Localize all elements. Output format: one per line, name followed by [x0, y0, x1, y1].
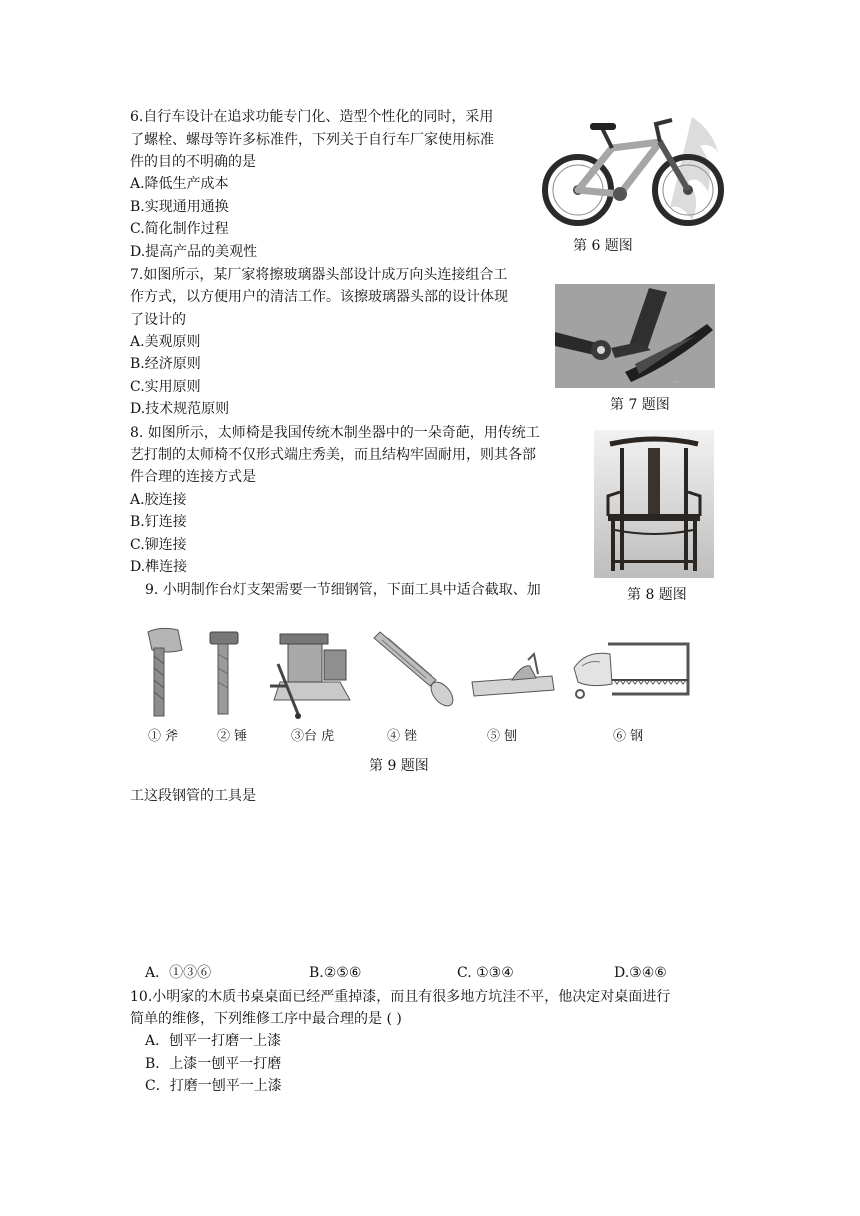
q6-stem-line-2: 了螺栓、螺母等许多标准件，下列关于自行车厂家使用标准 — [130, 132, 494, 148]
q8-option-d: D.榫连接 — [130, 559, 188, 575]
q6-option-d: D.提高产品的美观性 — [130, 244, 258, 260]
q6-option-c: C.简化制作过程 — [130, 221, 229, 237]
q9-stem-line-2: 工这段钢管的工具是 — [130, 788, 256, 804]
q7-option-c: C.实用原则 — [130, 379, 201, 395]
q7-stem-line-3: 了设计的 — [130, 312, 186, 328]
tool-label-4: ④ 锉 — [387, 729, 418, 744]
q6-figure-caption: 第 6 题图 — [573, 238, 633, 254]
q6-stem-line-3: 件的目的不明确的是 — [130, 154, 256, 170]
q8-figure-caption: 第 8 题图 — [627, 587, 687, 603]
tool-label-1: ① 斧 — [148, 729, 179, 744]
q8-option-a: A.胶连接 — [130, 492, 187, 508]
q8-stem-line-1: 8. 如图所示，太师椅是我国传统木制坐器中的一朵奇葩，用传统工 — [130, 425, 540, 441]
q7-option-b: B.经济原则 — [130, 356, 201, 372]
tool-label-3: ③台 虎 — [291, 729, 335, 744]
q10-stem-line-1: 10.小明家的木质书桌桌面已经严重掉漆，而且有很多地方坑洼不平，他决定对桌面进行 — [130, 989, 671, 1005]
q8-stem-line-2: 艺打制的太师椅不仅形式端庄秀美，而且结构牢固耐用，则其各部 — [130, 447, 536, 463]
q6-option-a: A.降低生产成本 — [130, 176, 229, 192]
q9-option-c: C. ①③④ — [457, 965, 514, 981]
q8-stem-line-3: 件合理的连接方式是 — [130, 469, 256, 485]
hammer-icon — [210, 632, 238, 714]
q7-stem-line-1: 7.如图所示，某厂家将擦玻璃器头部设计成万向头连接组合工 — [130, 267, 508, 283]
q6-stem-line-1: 6.自行车设计在追求功能专门化、造型个性化的同时，采用 — [130, 109, 494, 125]
window-wiper-figure — [555, 284, 715, 388]
q7-stem-line-2: 作方式，以方便用户的清洁工作。该擦玻璃器头部的设计体现 — [130, 289, 508, 305]
tools-figure — [138, 624, 698, 720]
q9-stem-line-1: 9. 小明制作台灯支架需要一节细钢管，下面工具中适合截取、加 — [145, 582, 541, 598]
q9-option-a: A．①③⑥ — [145, 965, 212, 981]
q10-option-b: B．上漆一刨平一打磨 — [145, 1056, 282, 1072]
q9-option-d: D.③④⑥ — [614, 965, 667, 981]
q9-figure-caption: 第 9 题图 — [369, 758, 429, 774]
svg-text:...: ... — [673, 378, 678, 384]
file-icon — [374, 632, 457, 710]
armchair-figure — [594, 430, 714, 578]
q7-figure-caption: 第 7 题图 — [610, 397, 670, 413]
tool-label-2: ② 锤 — [217, 729, 248, 744]
q10-option-a: A．刨平一打磨一上漆 — [145, 1033, 282, 1049]
q6-option-b: B.实现通用通换 — [130, 199, 229, 215]
tool-label-6: ⑥ 钢 — [613, 729, 644, 744]
q7-option-d: D.技术规范原则 — [130, 401, 230, 417]
q8-option-b: B.钉连接 — [130, 514, 187, 530]
q7-option-a: A.美观原则 — [130, 334, 201, 350]
tool-label-5: ⑤ 刨 — [487, 729, 518, 744]
q9-option-b: B.②⑤⑥ — [309, 965, 362, 981]
axe-icon — [148, 628, 182, 716]
plane-icon — [472, 654, 554, 696]
hacksaw-icon — [574, 644, 688, 698]
q10-stem-line-2: 简单的维修，下列维修工序中最合理的是 ( ) — [130, 1011, 402, 1027]
vise-icon — [270, 634, 350, 719]
q8-option-c: C.铆连接 — [130, 537, 187, 553]
bicycle-figure — [542, 112, 724, 228]
q10-option-c: C．打磨一刨平一上漆 — [145, 1078, 282, 1094]
